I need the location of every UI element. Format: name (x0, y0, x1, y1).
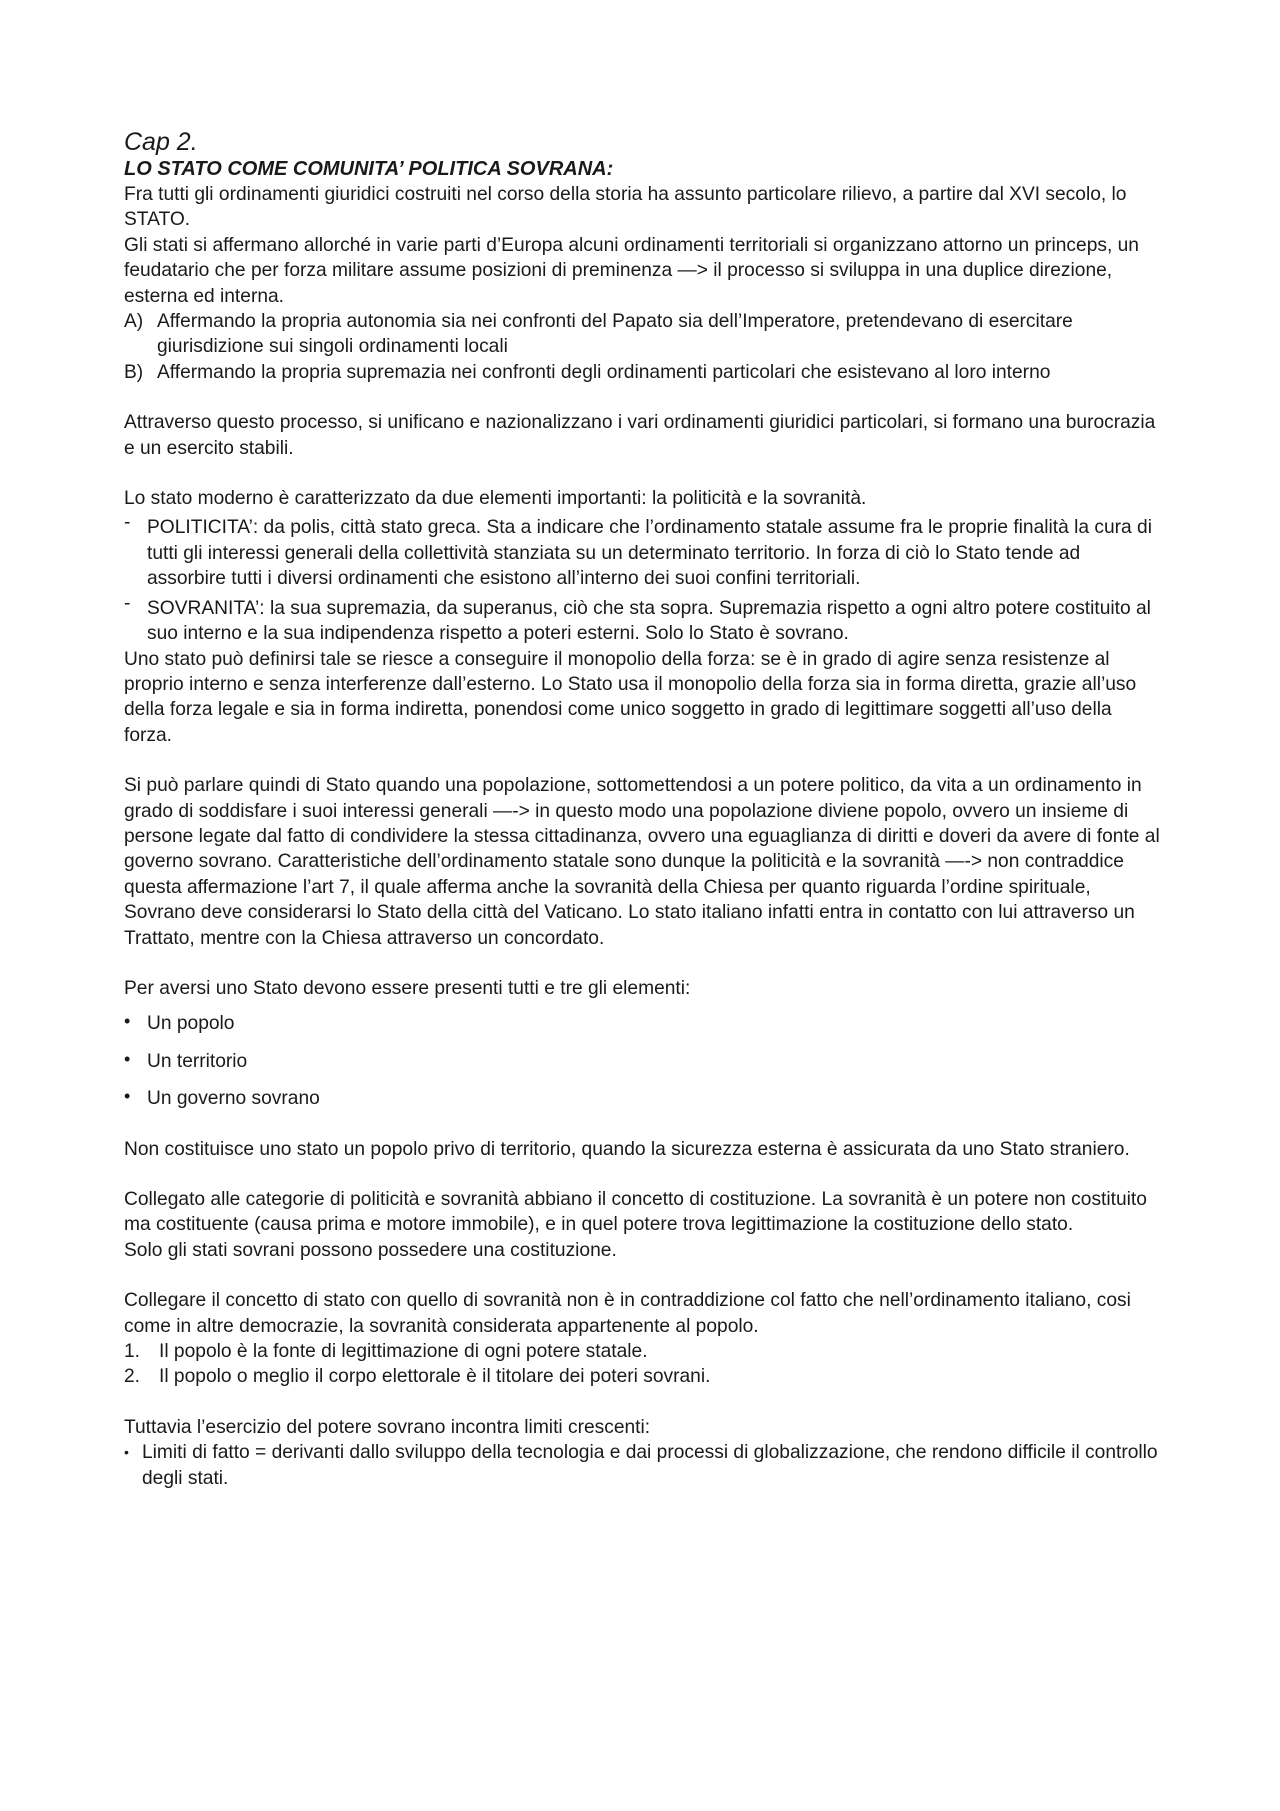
dash-list (124, 512, 1164, 646)
list-marker: - (124, 592, 131, 614)
bullet-icon: • (124, 1444, 129, 1461)
list-item (124, 592, 1164, 647)
paragraph: Solo gli stati sovrani possono possedere una costituzione. (124, 1239, 617, 1261)
list-item (124, 1339, 1164, 1364)
bullet-list (124, 1011, 1164, 1111)
list-item-text: Il popolo è la fonte di legittimazione di ogni potere statale. (159, 1341, 648, 1363)
list-item-text: Affermando la propria autonomia sia nei confronti del Papato sia dell’Imperatore, pretendevano di esercitare giurisdizione sui singoli ordinamenti locali (157, 311, 1073, 358)
document-page (124, 128, 1164, 1491)
list-item-text: Un territorio (147, 1050, 248, 1072)
paragraph: Collegato alle categorie di politicità e sovranità abbiano il concetto di costituzione. La sovranità è un potere non costituito ma costituente (causa prima e motore immobile), e in quel potere trova legittimazione la costituzione dello stato. (124, 1189, 1147, 1236)
page-title: LO STATO COME COMUNITA’ POLITICA SOVRANA: (124, 158, 614, 180)
list-item-text: Un popolo (147, 1013, 235, 1035)
numbered-list (124, 1339, 1164, 1390)
paragraph: Per aversi uno Stato devono essere presenti tutti e tre gli elementi: (124, 977, 691, 999)
list-marker: 1. (124, 1341, 141, 1363)
intro-paragraph: Gli stati si affermano allorché in varie parti d’Europa alcuni ordinamenti territoriali si organizzano attorno un princeps, un feudatario che per forza militare assume posizioni di preminenza —> il processo si sviluppa in una duplice direzione, esterna ed interna. (124, 234, 1139, 307)
paragraph: Non costituisce uno stato un popolo privo di territorio, quando la sicurezza esterna è assicurata da uno Stato straniero. (124, 1138, 1130, 1160)
intro-paragraph: Fra tutti gli ordinamenti giuridici costruiti nel corso della storia ha assunto particolare rilievo, a partire dal XVI secolo, lo STATO. (124, 184, 1127, 231)
paragraph: Uno stato può definirsi tale se riesce a conseguire il monopolio della forza: se è in grado di agire senza resistenze al proprio interno e senza interferenze dall’esterno. Lo Stato usa il monopolio della forza sia in forma diretta, grazie all’uso della forza legale e sia in forma indiretta, ponendosi come unico soggetto in grado di legittimare soggetti all’uso della forza. (124, 648, 1137, 746)
paragraph: Collegare il concetto di stato con quello di sovranità non è in contraddizione col fatto che nell’ordinamento italiano, cosi come in altre democrazie, la sovranità considerata appartenente al popolo. (124, 1290, 1131, 1337)
list-item (124, 1049, 1164, 1074)
bullet-icon: • (124, 1086, 131, 1107)
list-marker: - (124, 512, 131, 534)
list-item (124, 1086, 1164, 1111)
list-item (124, 1364, 1164, 1389)
list-item (124, 512, 1164, 591)
list-item-text: Limiti di fatto = derivanti dallo sviluppo della tecnologia e dai processi di globalizzazione, che rendono difficile il controllo degli stati. (142, 1442, 1158, 1489)
bullet-icon: • (124, 1011, 131, 1032)
list-marker: 2. (124, 1366, 141, 1388)
paragraph: Lo stato moderno è caratterizzato da due elementi importanti: la politicità e la sovranità. (124, 488, 867, 510)
list-item-text: Affermando la propria supremazia nei confronti degli ordinamenti particolari che esistevano al loro interno (157, 361, 1051, 383)
list-item (124, 1011, 1164, 1036)
list-marker: A) (124, 311, 144, 333)
paragraph: Tuttavia l’esercizio del potere sovrano incontra limiti crescenti: (124, 1416, 651, 1438)
lettered-list (124, 309, 1164, 385)
list-item (124, 1440, 1164, 1491)
paragraph: Attraverso questo processo, si unificano e nazionalizzano i vari ordinamenti giuridici particolari, si formano una burocrazia e un esercito stabili. (124, 412, 1156, 459)
list-item-text: SOVRANITA’: la sua supremazia, da superanus, ciò che sta sopra. Supremazia rispetto a ogni altro potere costituito al suo interno e la sua indipendenza rispetto a poteri esterni. Solo lo Stato è sovrano. (147, 597, 1151, 645)
paragraph: Si può parlare quindi di Stato quando una popolazione, sottomettendosi a un potere politico, da vita a un ordinamento in grado di soddisfare i suoi interessi generali —-> in questo modo una popolazione diviene popolo, ovvero un insieme di persone legate dal fatto di condividere la stessa cittadinanza, ovvero una eguaglianza di diritti e doveri da avere di fonte al governo sovrano. Caratteristiche dell’ordinamento statale sono dunque la politicità e la sovranità —-> non contraddice questa affermazione l’art 7, il quale afferma anche la sovranità della Chiesa per quanto riguarda l’ordine spirituale, Sovrano deve considerarsi lo Stato della città del Vaticano. Lo stato italiano infatti entra in contatto con lui attraverso un Trattato, mentre con la Chiesa attraverso un concordato. (124, 775, 1160, 949)
list-item-text: Il popolo o meglio il corpo elettorale è il titolare dei poteri sovrani. (159, 1366, 711, 1388)
bullet-icon: • (124, 1048, 131, 1069)
list-item-text: Un governo sovrano (147, 1088, 320, 1110)
list-item (124, 360, 1164, 385)
list-marker: B) (124, 361, 144, 383)
chapter-heading: Cap 2. (124, 128, 198, 156)
list-item (124, 309, 1164, 360)
list-item-text: POLITICITA’: da polis, città stato greca. Sta a indicare che l’ordinamento statale assume fra le proprie finalità la cura di tutti gli interessi generali della collettività stanziata su un determinato territorio. In forza di ciò lo Stato tende ad assorbire tutti i diversi ordinamenti che esistono all’interno dei suoi confini territoriali. (147, 517, 1152, 590)
bullet-list (124, 1440, 1164, 1491)
